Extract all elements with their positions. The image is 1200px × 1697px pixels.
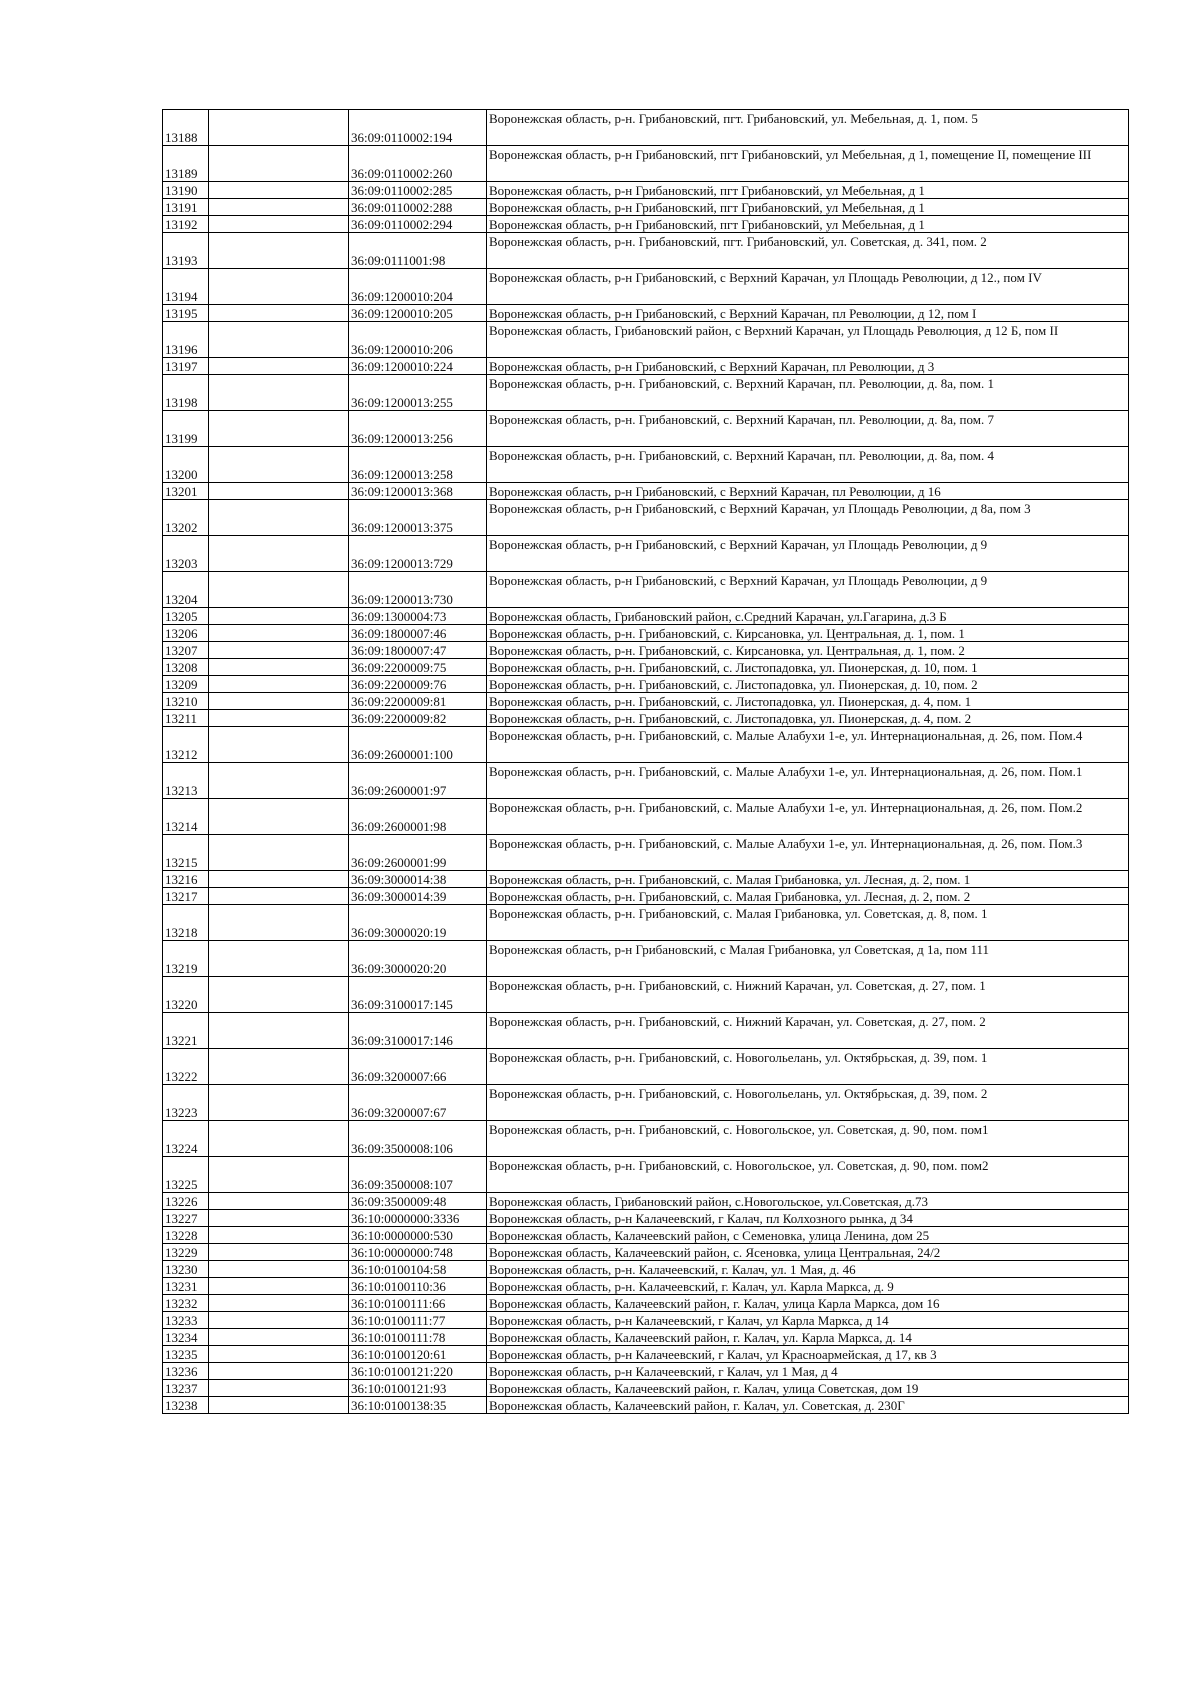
empty-code-cell	[209, 1244, 349, 1261]
table-row	[163, 941, 1129, 977]
address-cell: Воронежская область, р-н Грибановский, с Верхний Карачан, пл Революции, д 16	[487, 483, 1129, 500]
row-number-cell: 13212	[163, 727, 209, 763]
table-row	[163, 1295, 1129, 1312]
address-cell: Воронежская область, р-н. Грибановский, с. Малые Алабухи 1-е, ул. Интернациональная, д. 26, пом. Пом.4	[487, 727, 1129, 763]
cadastral-number-cell: 36:09:2200009:82	[349, 710, 487, 727]
cadastral-number-cell: 36:09:2600001:98	[349, 799, 487, 835]
row-number-cell: 13188	[163, 110, 209, 146]
row-number-cell: 13193	[163, 233, 209, 269]
empty-code-cell	[209, 1013, 349, 1049]
table-row	[163, 1312, 1129, 1329]
empty-code-cell	[209, 888, 349, 905]
table-row	[163, 625, 1129, 642]
empty-code-cell	[209, 905, 349, 941]
address-cell: Воронежская область, Грибановский район, с.Средний Карачан, ул.Гагарина, д.3 Б	[487, 608, 1129, 625]
address-cell: Воронежская область, р-н. Грибановский, с. Нижний Карачан, ул. Советская, д. 27, пом. 1	[487, 977, 1129, 1013]
cadastral-number-cell: 36:09:1800007:46	[349, 625, 487, 642]
address-cell: Воронежская область, р-н. Грибановский, с. Верхний Карачан, пл. Революции, д. 8а, пом. 1	[487, 375, 1129, 411]
address-cell: Воронежская область, р-н. Грибановский, с. Верхний Карачан, пл. Революции, д. 8а, пом. 4	[487, 447, 1129, 483]
row-number-cell: 13237	[163, 1380, 209, 1397]
cadastral-number-cell: 36:09:0110002:260	[349, 146, 487, 182]
address-cell: Воронежская область, р-н Грибановский, с Малая Грибановка, ул Советская, д 1а, пом 111	[487, 941, 1129, 977]
row-number-cell: 13228	[163, 1227, 209, 1244]
cadastral-number-cell: 36:09:3500008:107	[349, 1157, 487, 1193]
row-number-cell: 13233	[163, 1312, 209, 1329]
empty-code-cell	[209, 977, 349, 1013]
address-cell: Воронежская область, р-н Грибановский, с Верхний Карачан, ул Площадь Революции, д 8а, пом 3	[487, 500, 1129, 536]
table-row	[163, 1210, 1129, 1227]
empty-code-cell	[209, 536, 349, 572]
row-number-cell: 13207	[163, 642, 209, 659]
table-row	[163, 1261, 1129, 1278]
cadastral-number-cell: 36:09:1200010:204	[349, 269, 487, 305]
cadastral-number-cell: 36:09:1300004:73	[349, 608, 487, 625]
empty-code-cell	[209, 1085, 349, 1121]
empty-code-cell	[209, 676, 349, 693]
empty-code-cell	[209, 1397, 349, 1414]
table-row	[163, 1363, 1129, 1380]
cadastral-number-cell: 36:10:0100111:66	[349, 1295, 487, 1312]
table-row	[163, 447, 1129, 483]
empty-code-cell	[209, 835, 349, 871]
empty-code-cell	[209, 572, 349, 608]
empty-code-cell	[209, 1227, 349, 1244]
empty-code-cell	[209, 305, 349, 322]
row-number-cell: 13198	[163, 375, 209, 411]
row-number-cell: 13206	[163, 625, 209, 642]
table-row	[163, 500, 1129, 536]
row-number-cell: 13195	[163, 305, 209, 322]
table-row	[163, 1346, 1129, 1363]
cadastral-number-cell: 36:10:0100121:93	[349, 1380, 487, 1397]
table-row	[163, 727, 1129, 763]
table-row	[163, 199, 1129, 216]
empty-code-cell	[209, 269, 349, 305]
row-number-cell: 13232	[163, 1295, 209, 1312]
table-row	[163, 905, 1129, 941]
table-row	[163, 799, 1129, 835]
table-row	[163, 1380, 1129, 1397]
row-number-cell: 13201	[163, 483, 209, 500]
empty-code-cell	[209, 447, 349, 483]
empty-code-cell	[209, 233, 349, 269]
cadastral-number-cell: 36:10:0100111:77	[349, 1312, 487, 1329]
cadastral-number-cell: 36:09:2600001:99	[349, 835, 487, 871]
empty-code-cell	[209, 1121, 349, 1157]
table-row	[163, 977, 1129, 1013]
row-number-cell: 13225	[163, 1157, 209, 1193]
address-cell: Воронежская область, р-н Грибановский, пгт Грибановский, ул Мебельная, д 1	[487, 216, 1129, 233]
row-number-cell: 13200	[163, 447, 209, 483]
table-row	[163, 608, 1129, 625]
table-row	[163, 659, 1129, 676]
row-number-cell: 13191	[163, 199, 209, 216]
row-number-cell: 13194	[163, 269, 209, 305]
address-cell: Воронежская область, Грибановский район, с Верхний Карачан, ул Площадь Революция, д 12 Б, пом II	[487, 322, 1129, 358]
row-number-cell: 13189	[163, 146, 209, 182]
address-cell: Воронежская область, р-н Грибановский, с Верхний Карачан, ул Площадь Революции, д 12., пом IV	[487, 269, 1129, 305]
address-cell: Воронежская область, р-н. Грибановский, с. Новогольелань, ул. Октябрьская, д. 39, пом. 2	[487, 1085, 1129, 1121]
table-row	[163, 835, 1129, 871]
address-cell: Воронежская область, р-н Грибановский, пгт Грибановский, ул Мебельная, д 1	[487, 199, 1129, 216]
cadastral-number-cell: 36:09:0110002:294	[349, 216, 487, 233]
row-number-cell: 13196	[163, 322, 209, 358]
empty-code-cell	[209, 216, 349, 233]
cadastral-number-cell: 36:09:3100017:145	[349, 977, 487, 1013]
table-body	[163, 110, 1129, 1414]
address-cell: Воронежская область, р-н. Грибановский, пгт. Грибановский, ул. Советская, д. 341, пом. 2	[487, 233, 1129, 269]
cadastral-number-cell: 36:09:2200009:76	[349, 676, 487, 693]
empty-code-cell	[209, 1312, 349, 1329]
row-number-cell: 13234	[163, 1329, 209, 1346]
address-cell: Воронежская область, р-н Грибановский, с Верхний Карачан, пл Революции, д 3	[487, 358, 1129, 375]
address-cell: Воронежская область, р-н Грибановский, пгт Грибановский, ул Мебельная, д 1	[487, 182, 1129, 199]
table-row	[163, 1049, 1129, 1085]
cadastral-number-cell: 36:09:1200013:368	[349, 483, 487, 500]
row-number-cell: 13213	[163, 763, 209, 799]
row-number-cell: 13235	[163, 1346, 209, 1363]
address-cell: Воронежская область, р-н. Грибановский, с. Малые Алабухи 1-е, ул. Интернациональная, д. 26, пом. Пом.3	[487, 835, 1129, 871]
table-row	[163, 536, 1129, 572]
address-cell: Воронежская область, р-н. Грибановский, с. Нижний Карачан, ул. Советская, д. 27, пом. 2	[487, 1013, 1129, 1049]
table-row	[163, 676, 1129, 693]
cadastral-number-cell: 36:10:0100111:78	[349, 1329, 487, 1346]
cadastral-number-cell: 36:09:1200013:729	[349, 536, 487, 572]
cadastral-number-cell: 36:10:0000000:748	[349, 1244, 487, 1261]
empty-code-cell	[209, 1210, 349, 1227]
row-number-cell: 13197	[163, 358, 209, 375]
empty-code-cell	[209, 1295, 349, 1312]
empty-code-cell	[209, 411, 349, 447]
empty-code-cell	[209, 941, 349, 977]
address-cell: Воронежская область, р-н. Грибановский, с. Малые Алабухи 1-е, ул. Интернациональная, д. 26, пом. Пом.1	[487, 763, 1129, 799]
address-cell: Воронежская область, Калачеевский район, с Семеновка, улица Ленина, дом 25	[487, 1227, 1129, 1244]
address-cell: Воронежская область, Калачеевский район, с. Ясеновка, улица Центральная, 24/2	[487, 1244, 1129, 1261]
row-number-cell: 13221	[163, 1013, 209, 1049]
address-cell: Воронежская область, р-н Калачеевский, г Калач, пл Колхозного рынка, д 34	[487, 1210, 1129, 1227]
row-number-cell: 13205	[163, 608, 209, 625]
table-row	[163, 1193, 1129, 1210]
empty-code-cell	[209, 110, 349, 146]
row-number-cell: 13238	[163, 1397, 209, 1414]
cadastral-number-cell: 36:09:3200007:66	[349, 1049, 487, 1085]
row-number-cell: 13226	[163, 1193, 209, 1210]
empty-code-cell	[209, 1363, 349, 1380]
empty-code-cell	[209, 1261, 349, 1278]
row-number-cell: 13229	[163, 1244, 209, 1261]
address-cell: Воронежская область, р-н. Грибановский, с. Верхний Карачан, пл. Революции, д. 8а, пом. 7	[487, 411, 1129, 447]
cadastral-number-cell: 36:09:1200013:256	[349, 411, 487, 447]
address-cell: Воронежская область, Грибановский район, с.Новогольское, ул.Советская, д.73	[487, 1193, 1129, 1210]
empty-code-cell	[209, 625, 349, 642]
cadastral-number-cell: 36:10:0000000:530	[349, 1227, 487, 1244]
address-cell: Воронежская область, р-н Грибановский, с Верхний Карачан, ул Площадь Революции, д 9	[487, 572, 1129, 608]
cadastral-number-cell: 36:09:0111001:98	[349, 233, 487, 269]
table-row	[163, 1244, 1129, 1261]
cadastral-number-cell: 36:10:0100121:220	[349, 1363, 487, 1380]
empty-code-cell	[209, 1278, 349, 1295]
row-number-cell: 13210	[163, 693, 209, 710]
table-row	[163, 871, 1129, 888]
address-cell: Воронежская область, р-н Калачеевский, г Калач, ул Карла Маркса, д 14	[487, 1312, 1129, 1329]
table-row	[163, 1085, 1129, 1121]
table-row	[163, 216, 1129, 233]
cadastral-number-cell: 36:09:3000020:19	[349, 905, 487, 941]
address-cell: Воронежская область, Калачеевский район, г. Калач, ул. Советская, д. 230Г	[487, 1397, 1129, 1414]
empty-code-cell	[209, 1380, 349, 1397]
cadastral-number-cell: 36:10:0000000:3336	[349, 1210, 487, 1227]
row-number-cell: 13227	[163, 1210, 209, 1227]
table-row	[163, 710, 1129, 727]
empty-code-cell	[209, 1346, 349, 1363]
address-cell: Воронежская область, р-н. Грибановский, с. Малая Грибановка, ул. Лесная, д. 2, пом. 1	[487, 871, 1129, 888]
address-cell: Воронежская область, р-н. Грибановский, с. Новогольское, ул. Советская, д. 90, пом. пом1	[487, 1121, 1129, 1157]
row-number-cell: 13231	[163, 1278, 209, 1295]
table-row	[163, 233, 1129, 269]
address-cell: Воронежская область, р-н. Грибановский, с. Листопадовка, ул. Пионерская, д. 10, пом. 1	[487, 659, 1129, 676]
empty-code-cell	[209, 358, 349, 375]
empty-code-cell	[209, 727, 349, 763]
empty-code-cell	[209, 642, 349, 659]
address-cell: Воронежская область, Калачеевский район, г. Калач, улица Советская, дом 19	[487, 1380, 1129, 1397]
address-cell: Воронежская область, р-н. Грибановский, с. Новогольелань, ул. Октябрьская, д. 39, пом. 1	[487, 1049, 1129, 1085]
cadastral-number-cell: 36:10:0100120:61	[349, 1346, 487, 1363]
cadastral-number-cell: 36:09:1200013:730	[349, 572, 487, 608]
row-number-cell: 13219	[163, 941, 209, 977]
table-row	[163, 110, 1129, 146]
row-number-cell: 13223	[163, 1085, 209, 1121]
table-row	[163, 358, 1129, 375]
cadastral-number-cell: 36:09:2200009:81	[349, 693, 487, 710]
row-number-cell: 13220	[163, 977, 209, 1013]
row-number-cell: 13208	[163, 659, 209, 676]
empty-code-cell	[209, 375, 349, 411]
table-row	[163, 888, 1129, 905]
cadastral-number-cell: 36:09:3000014:38	[349, 871, 487, 888]
empty-code-cell	[209, 659, 349, 676]
row-number-cell: 13215	[163, 835, 209, 871]
table-row	[163, 375, 1129, 411]
address-cell: Воронежская область, р-н. Грибановский, с. Малые Алабухи 1-е, ул. Интернациональная, д. 26, пом. Пом.2	[487, 799, 1129, 835]
row-number-cell: 13199	[163, 411, 209, 447]
address-cell: Воронежская область, р-н. Грибановский, с. Листопадовка, ул. Пионерская, д. 4, пом. 1	[487, 693, 1129, 710]
table-row	[163, 483, 1129, 500]
table-row	[163, 1329, 1129, 1346]
address-cell: Воронежская область, Калачеевский район, г. Калач, улица Карла Маркса, дом 16	[487, 1295, 1129, 1312]
table-row	[163, 693, 1129, 710]
cadastral-number-cell: 36:10:0100110:36	[349, 1278, 487, 1295]
address-cell: Воронежская область, р-н. Грибановский, с. Листопадовка, ул. Пионерская, д. 4, пом. 2	[487, 710, 1129, 727]
empty-code-cell	[209, 182, 349, 199]
empty-code-cell	[209, 483, 349, 500]
empty-code-cell	[209, 1157, 349, 1193]
address-cell: Воронежская область, р-н Грибановский, с Верхний Карачан, ул Площадь Революции, д 9	[487, 536, 1129, 572]
cadastral-number-cell: 36:09:1200013:255	[349, 375, 487, 411]
row-number-cell: 13236	[163, 1363, 209, 1380]
row-number-cell: 13209	[163, 676, 209, 693]
empty-code-cell	[209, 608, 349, 625]
property-registry-table	[162, 109, 1129, 1414]
empty-code-cell	[209, 799, 349, 835]
address-cell: Воронежская область, р-н Грибановский, с Верхний Карачан, пл Революции, д 12, пом I	[487, 305, 1129, 322]
empty-code-cell	[209, 1329, 349, 1346]
empty-code-cell	[209, 146, 349, 182]
cadastral-number-cell: 36:09:1200010:224	[349, 358, 487, 375]
address-cell: Воронежская область, р-н. Калачеевский, г. Калач, ул. Карла Маркса, д. 9	[487, 1278, 1129, 1295]
address-cell: Воронежская область, р-н. Грибановский, с. Новогольское, ул. Советская, д. 90, пом. пом2	[487, 1157, 1129, 1193]
cadastral-number-cell: 36:09:3000014:39	[349, 888, 487, 905]
empty-code-cell	[209, 763, 349, 799]
cadastral-number-cell: 36:09:3000020:20	[349, 941, 487, 977]
row-number-cell: 13217	[163, 888, 209, 905]
address-cell: Воронежская область, Калачеевский район, г. Калач, ул. Карла Маркса, д. 14	[487, 1329, 1129, 1346]
empty-code-cell	[209, 1193, 349, 1210]
cadastral-number-cell: 36:09:3200007:67	[349, 1085, 487, 1121]
cadastral-number-cell: 36:09:0110002:285	[349, 182, 487, 199]
row-number-cell: 13204	[163, 572, 209, 608]
empty-code-cell	[209, 693, 349, 710]
address-cell: Воронежская область, р-н Калачеевский, г Калач, ул 1 Мая, д 4	[487, 1363, 1129, 1380]
row-number-cell: 13192	[163, 216, 209, 233]
cadastral-number-cell: 36:10:0100104:58	[349, 1261, 487, 1278]
table-row	[163, 763, 1129, 799]
row-number-cell: 13216	[163, 871, 209, 888]
table-row	[163, 1121, 1129, 1157]
address-cell: Воронежская область, р-н. Грибановский, с. Кирсановка, ул. Центральная, д. 1, пом. 1	[487, 625, 1129, 642]
row-number-cell: 13218	[163, 905, 209, 941]
table-row	[163, 269, 1129, 305]
cadastral-number-cell: 36:09:2600001:100	[349, 727, 487, 763]
cadastral-number-cell: 36:09:2200009:75	[349, 659, 487, 676]
cadastral-number-cell: 36:10:0100138:35	[349, 1397, 487, 1414]
row-number-cell: 13202	[163, 500, 209, 536]
address-cell: Воронежская область, р-н Калачеевский, г Калач, ул Красноармейская, д 17, кв 3	[487, 1346, 1129, 1363]
address-cell: Воронежская область, р-н. Грибановский, с. Малая Грибановка, ул. Советская, д. 8, пом. 1	[487, 905, 1129, 941]
table-row	[163, 572, 1129, 608]
table-row	[163, 1397, 1129, 1414]
table-row	[163, 322, 1129, 358]
cadastral-number-cell: 36:09:1200013:375	[349, 500, 487, 536]
cadastral-number-cell: 36:09:3500009:48	[349, 1193, 487, 1210]
address-cell: Воронежская область, р-н. Грибановский, с. Малая Грибановка, ул. Лесная, д. 2, пом. 2	[487, 888, 1129, 905]
empty-code-cell	[209, 710, 349, 727]
address-cell: Воронежская область, р-н Грибановский, пгт Грибановский, ул Мебельная, д 1, помещение II, помещение III	[487, 146, 1129, 182]
cadastral-number-cell: 36:09:0110002:288	[349, 199, 487, 216]
cadastral-number-cell: 36:09:3500008:106	[349, 1121, 487, 1157]
row-number-cell: 13190	[163, 182, 209, 199]
empty-code-cell	[209, 1049, 349, 1085]
table-row	[163, 1013, 1129, 1049]
address-cell: Воронежская область, р-н. Грибановский, с. Кирсановка, ул. Центральная, д. 1, пом. 2	[487, 642, 1129, 659]
empty-code-cell	[209, 322, 349, 358]
row-number-cell: 13214	[163, 799, 209, 835]
table-row	[163, 1157, 1129, 1193]
row-number-cell: 13211	[163, 710, 209, 727]
cadastral-number-cell: 36:09:1200010:205	[349, 305, 487, 322]
row-number-cell: 13224	[163, 1121, 209, 1157]
empty-code-cell	[209, 500, 349, 536]
cadastral-number-cell: 36:09:3100017:146	[349, 1013, 487, 1049]
address-cell: Воронежская область, р-н. Грибановский, пгт. Грибановский, ул. Мебельная, д. 1, пом. 5	[487, 110, 1129, 146]
row-number-cell: 13230	[163, 1261, 209, 1278]
address-cell: Воронежская область, р-н. Калачеевский, г. Калач, ул. 1 Мая, д. 46	[487, 1261, 1129, 1278]
cadastral-number-cell: 36:09:1200010:206	[349, 322, 487, 358]
cadastral-number-cell: 36:09:0110002:194	[349, 110, 487, 146]
table-row	[163, 305, 1129, 322]
table-row	[163, 1227, 1129, 1244]
row-number-cell: 13203	[163, 536, 209, 572]
table-row	[163, 642, 1129, 659]
address-cell: Воронежская область, р-н. Грибановский, с. Листопадовка, ул. Пионерская, д. 10, пом. 2	[487, 676, 1129, 693]
table-row	[163, 411, 1129, 447]
cadastral-number-cell: 36:09:1800007:47	[349, 642, 487, 659]
empty-code-cell	[209, 871, 349, 888]
cadastral-number-cell: 36:09:1200013:258	[349, 447, 487, 483]
table-row	[163, 1278, 1129, 1295]
table-row	[163, 182, 1129, 199]
empty-code-cell	[209, 199, 349, 216]
row-number-cell: 13222	[163, 1049, 209, 1085]
cadastral-number-cell: 36:09:2600001:97	[349, 763, 487, 799]
table-row	[163, 146, 1129, 182]
